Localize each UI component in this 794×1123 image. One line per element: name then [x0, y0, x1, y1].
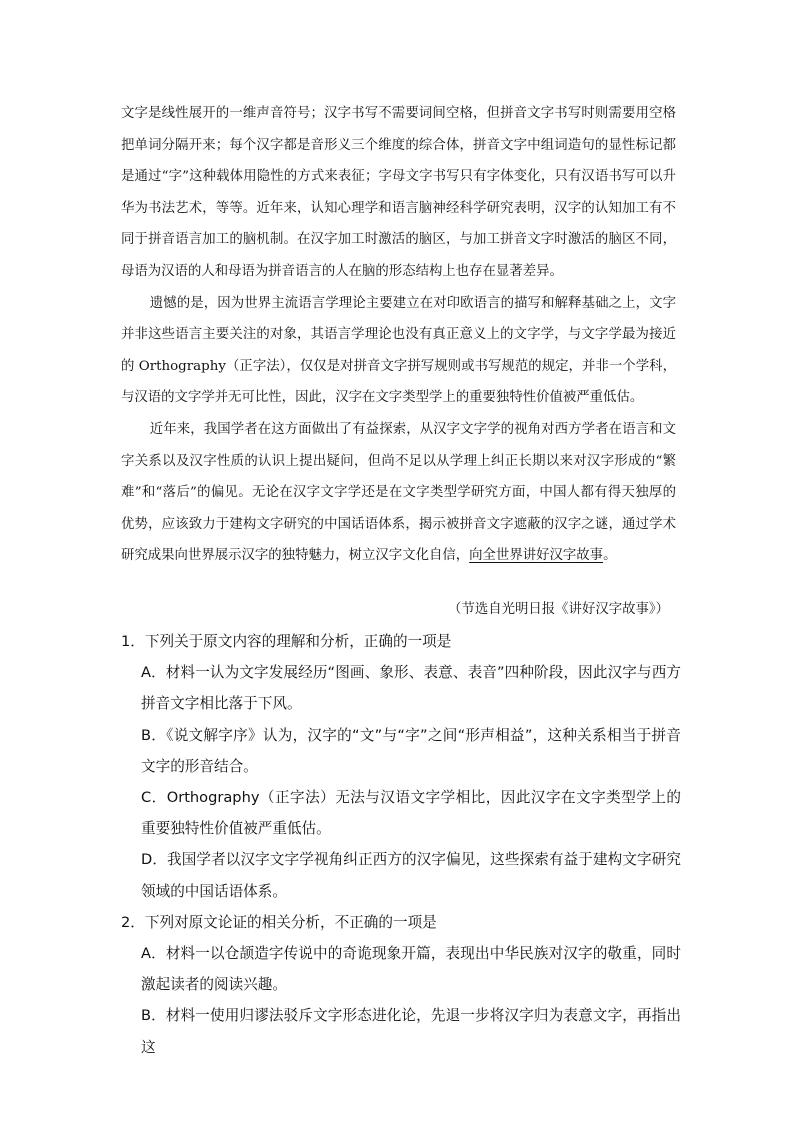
passage-paragraph-3-end: 。 — [603, 548, 617, 564]
source-citation: （节选自光明日报《讲好汉字故事》） — [448, 602, 669, 617]
passage-paragraph-3-text: 近年来，我国学者在这方面做出了有益探索，从汉字文字学的视角对西方学者在语言和文字关系以及汉字性质的认识上提出疑问，但尚不足以从学理上纠正长期以来对汉字形成的“繁难”和“落后”的偏见。无论在汉字文字学还是在文字类型学研究方面，中国人都有得天独厚的优势，应该致力于建构文字研究的中国话语体系，揭示被拼音文字遮蔽的汉字之谜，通过学术研究成果向世界展示汉字的独特魅力，树立汉字文化自信， — [121, 421, 676, 564]
option-c: C．Orthography（正字法）无法与汉语文字学相比，因此汉字在文字类型学上的重要独特性价值被严重低估。 — [141, 789, 681, 838]
option-b: B．《说文解字序》认为，汉字的“文”与“字”之间“形声相益”，这种关系相当于拼音文字的形音结合。 — [141, 726, 681, 775]
passage-paragraph-3 — [121, 414, 676, 572]
question-1 — [121, 626, 681, 907]
question-stem: 1．下列关于原文内容的理解和分析，正确的一项是 — [121, 633, 452, 650]
reading-passage — [121, 98, 676, 572]
question-stem: 2．下列对原文论证的相关分析，不正确的一项是 — [121, 913, 437, 931]
question-2 — [121, 907, 681, 1063]
passage-paragraph-2: 遗憾的是，因为世界主流语言学理论主要建立在对印欧语言的描写和解释基础之上，文字并非这些语言主要关注的对象，其语言学理论也没有真正意义上的文字学，与文字学最为接近的 Orthography（正字法），仅仅是对拼音文字拼写规则或书写规范的规定，并非一个学科，与汉语的文字学并无可比性，因此，汉字在文字类型学上的重要独特性价值被严重低估。 — [121, 295, 676, 406]
passage-paragraph-1: 文字是线性展开的一维声音符号；汉字书写不需要词间空格，但拼音文字书写时则需要用空格把单词分隔开来；每个汉字都是音形义三个维度的综合体，拼音文字中组词造句的显性标记都是通过“字”这种载体用隐性的方式来表征；字母文字书写只有字体变化，只有汉语书写可以升华为书法艺术，等等。近年来，认知心理学和语言脑神经科学研究表明，汉字的认知加工有不同于拼音语言加工的脑机制。在汉字加工时激活的脑区，与加工拼音文字时激活的脑区不同，母语为汉语的人和母语为拼音语言的人在脑的形态结构上也存在显著差异。 — [121, 106, 676, 279]
question-list — [121, 626, 681, 1063]
option-b: B．材料一使用归谬法驳斥文字形态进化论，先退一步将汉字归为表意文字，再指出这 — [141, 1007, 681, 1056]
underlined-phrase: 向全世界讲好汉字故事 — [469, 548, 604, 564]
option-a: A．材料一以仓颉造字传说中的奇诡现象开篇，表现出中华民族对汉字的敬重，同时激起读者的阅读兴趣。 — [141, 945, 681, 994]
option-a: A．材料一认为文字发展经历“图画、象形、表意、表音”四种阶段，因此汉字与西方拼音文字相比落于下风。 — [141, 664, 681, 713]
option-d: D．我国学者以汉字文字学视角纠正西方的汉字偏见，这些探索有益于建构文字研究领域的中国话语体系。 — [141, 851, 681, 900]
